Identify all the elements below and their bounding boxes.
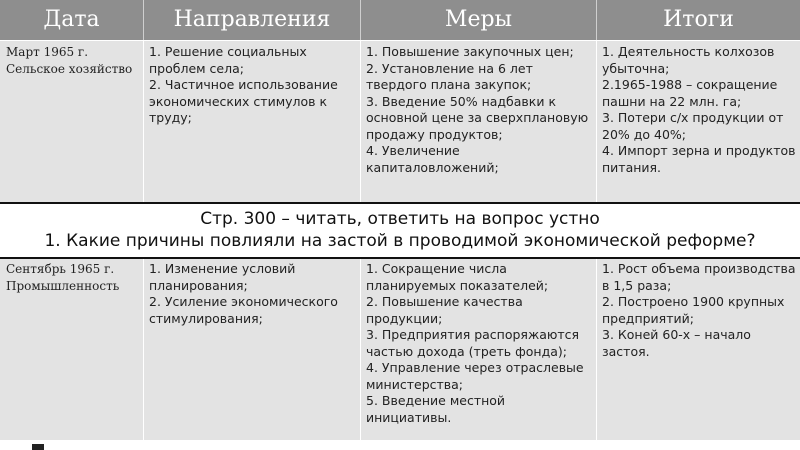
row1-results-cell [597, 40, 800, 203]
list-item: 2. Частичное использование экономических стимулов к труду; [149, 77, 338, 125]
list-item: 1. Изменение условий планирования; [149, 261, 296, 293]
header-results: Итоги [597, 0, 800, 40]
assignment-question: 1. Какие причины повлияли на застой в проводимой экономической реформе? [44, 231, 756, 251]
list-item: 1. Повышение закупочных цен; [366, 44, 574, 59]
list-item: 3. Потери с/х продукции от 20% до 40%; [602, 110, 784, 142]
row1-measures-list [361, 41, 596, 176]
row1-date [0, 41, 143, 78]
row1-directions-list [144, 41, 360, 127]
assignment-title: Стр. 300 – читать, ответить на вопрос устно [200, 209, 600, 229]
list-item: 1. Деятельность колхозов убыточна; [602, 44, 775, 76]
header-directions: Направления [144, 0, 361, 40]
list-item: 2. Установление на 6 лет твердого плана закупок; [366, 60, 533, 92]
bottom-mark [32, 444, 44, 450]
row2-results-cell [597, 258, 800, 440]
bottom-strip [0, 440, 800, 450]
row2-measures-cell [361, 258, 597, 440]
row1-directions-cell [144, 40, 361, 203]
row2-results-list [597, 258, 800, 360]
list-item: 2. Усиление экономического стимулирования; [149, 294, 338, 326]
list-item: 2. Повышение качества продукции; [366, 294, 523, 326]
list-item: 4. Импорт зерна и продуктов питания. [602, 143, 796, 175]
row2-measures-list [361, 258, 596, 426]
row1-date-cell [0, 40, 144, 203]
row2-directions-cell [144, 258, 361, 440]
list-item: 1. Решение социальных проблем села; [149, 44, 307, 76]
list-item: 3. Введение 50% надбавки к основной цене за сверхплановую продажу продуктов; [366, 93, 589, 142]
list-item: 1. Сокращение числа планируемых показателей; [366, 261, 549, 293]
list-item: 5. Введение местной инициативы. [366, 393, 506, 425]
assignment-banner [0, 202, 800, 259]
list-item: 1. Рост объема производства в 1,5 раза; [602, 261, 796, 293]
row2-sector-line: Промышленность [6, 279, 120, 293]
list-item: 3. Предприятия распоряжаются частью дохода (треть фонда); [366, 327, 580, 359]
list-item: 2.1965-1988 – сокращение пашни на 22 млн. га; [602, 77, 778, 109]
list-item: 2. Построено 1900 крупных предприятий; [602, 294, 785, 326]
row2-directions-list [144, 258, 360, 327]
row1-measures-cell [361, 40, 597, 203]
list-item: 4. Управление через отраслевые министерства; [366, 360, 584, 392]
row1-results-list [597, 41, 800, 176]
list-item: 4. Увеличение капиталовложений; [366, 143, 499, 175]
header-measures: Меры [361, 0, 597, 40]
row2-date-line: Сентябрь 1965 г. [6, 262, 115, 276]
row2-date-cell [0, 258, 144, 440]
row2-date [0, 258, 143, 295]
row1-date-line: Март 1965 г. [6, 45, 89, 59]
header-date: Дата [0, 0, 144, 40]
row1-sector-line: Сельское хозяйство [6, 62, 133, 76]
list-item: 3. Коней 60-х – начало застоя. [602, 327, 751, 359]
